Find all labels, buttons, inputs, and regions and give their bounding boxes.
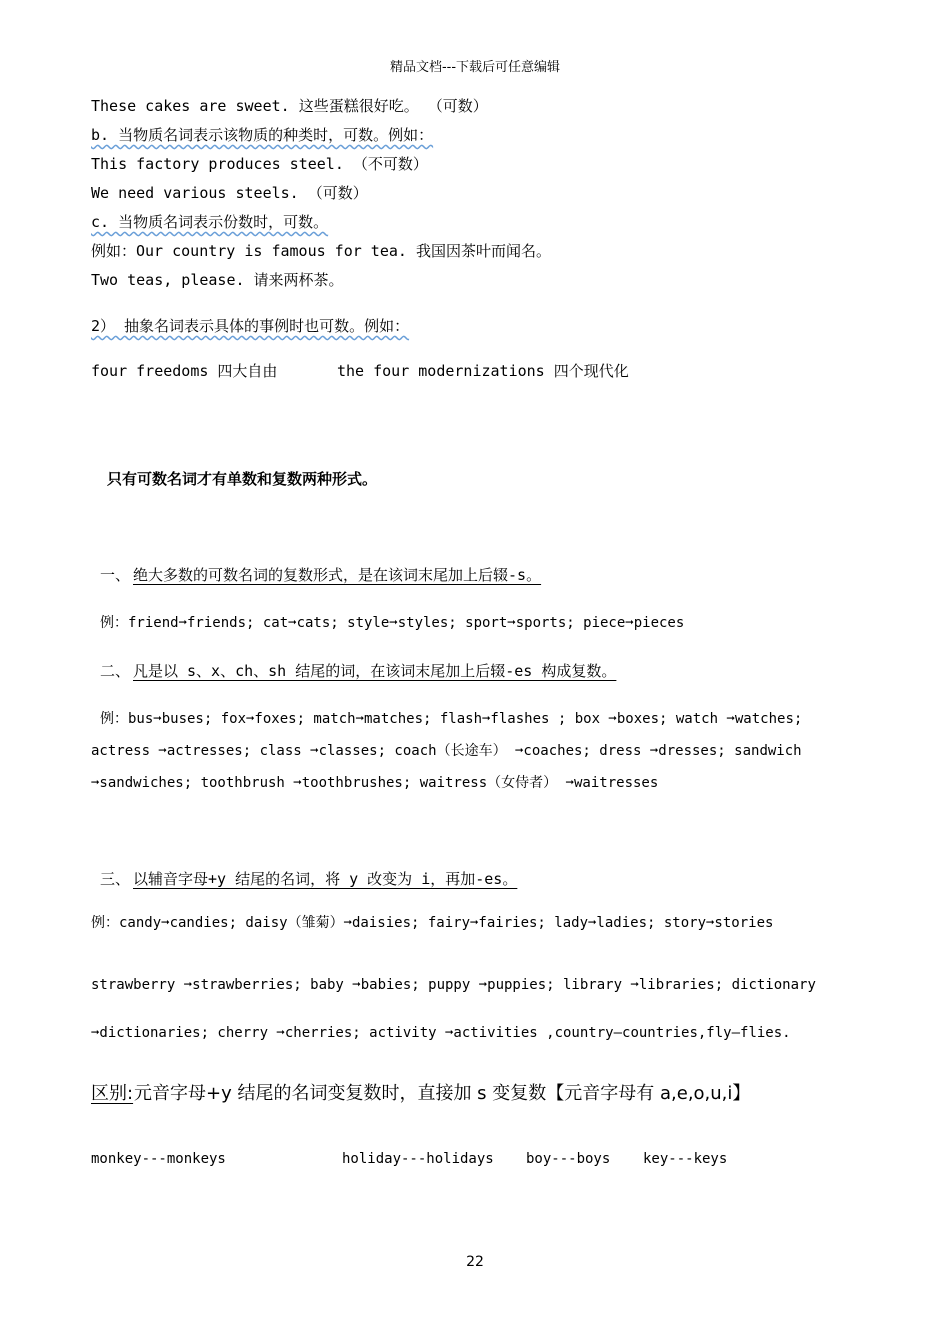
example-line: four freedoms 四大自由 — [91, 362, 278, 380]
example-line: the four modernizations 四个现代化 — [337, 362, 629, 380]
example-line: actress ➞actresses; class ➞classes; coach（长途车） ➞coaches; dress ➞dresses; sandwich — [91, 743, 802, 759]
example-line: boy---boys — [526, 1151, 611, 1167]
page-number: 22 — [466, 1254, 484, 1270]
page-header: 精品文档---下载后可任意编辑 — [389, 60, 561, 75]
example-line: strawberry ➞strawberries; baby ➞babies; puppy ➞puppies; library ➞libraries; dictionary — [91, 977, 816, 993]
example-line: monkey---monkeys — [91, 1151, 226, 1167]
example-line: We need various steels. （可数） — [91, 184, 368, 202]
example-line: ➞dictionaries; cherry ➞cherries; activity ➞activities ,country—countries,fly—flies. — [91, 1025, 791, 1041]
example-line: 例如：Our country is famous for tea. 我国因茶叶而闻名。 — [91, 242, 551, 260]
example-line: 例：candy➞candies; daisy（雏菊）➞daisies; fairy➞fairies; lady➞ladies; story➞stories — [91, 915, 774, 931]
rule-line: 凡是以 s、x、ch、sh 结尾的词，在该词末尾加上后辍-es 构成复数。 — [133, 662, 617, 680]
rule-number: 三、 — [100, 870, 131, 888]
rule-line: 绝大多数的可数名词的复数形式，是在该词末尾加上后辍-s。 — [133, 566, 542, 584]
rule-line: 以辅音字母+y 结尾的名词，将 y 改变为 i，再加-es。 — [133, 870, 518, 888]
example-line: ➞sandwiches; toothbrush ➞toothbrushes; waitress（女侍者） ➞waitresses — [91, 775, 659, 791]
rule-line: 2） 抽象名词表示具体的事例时也可数。例如： — [91, 317, 410, 335]
example-line: 例：bus➞buses; fox➞foxes; match➞matches; flash➞flashes ; box ➞boxes; watch ➞watches; — [100, 711, 803, 727]
note-label: 区别: — [91, 1083, 134, 1104]
example-line: holiday---holidays — [342, 1151, 494, 1167]
example-line: key---keys — [643, 1151, 728, 1167]
example-line: These cakes are sweet. 这些蛋糕很好吃。 （可数） — [91, 97, 488, 115]
rule-number: 一、 — [100, 566, 131, 584]
rule-number: 二、 — [100, 662, 131, 680]
example-line: 例：friend➞friends; cat➞cats; style➞styles; sport➞sports; piece➞pieces — [100, 615, 685, 631]
section-heading: 只有可数名词才有单数和复数两种形式。 — [107, 470, 378, 488]
note-text: 元音字母+y 结尾的名词变复数时，直接加 s 变复数【元音字母有 a,e,o,u,i】 — [134, 1083, 751, 1104]
rule-line: b. 当物质名词表示该物质的种类时，可数。例如： — [91, 126, 434, 144]
rule-line: c. 当物质名词表示份数时，可数。 — [91, 213, 329, 231]
example-line: This factory produces steel. （不可数） — [91, 155, 428, 173]
example-line: Two teas, please. 请来两杯茶。 — [91, 271, 344, 289]
